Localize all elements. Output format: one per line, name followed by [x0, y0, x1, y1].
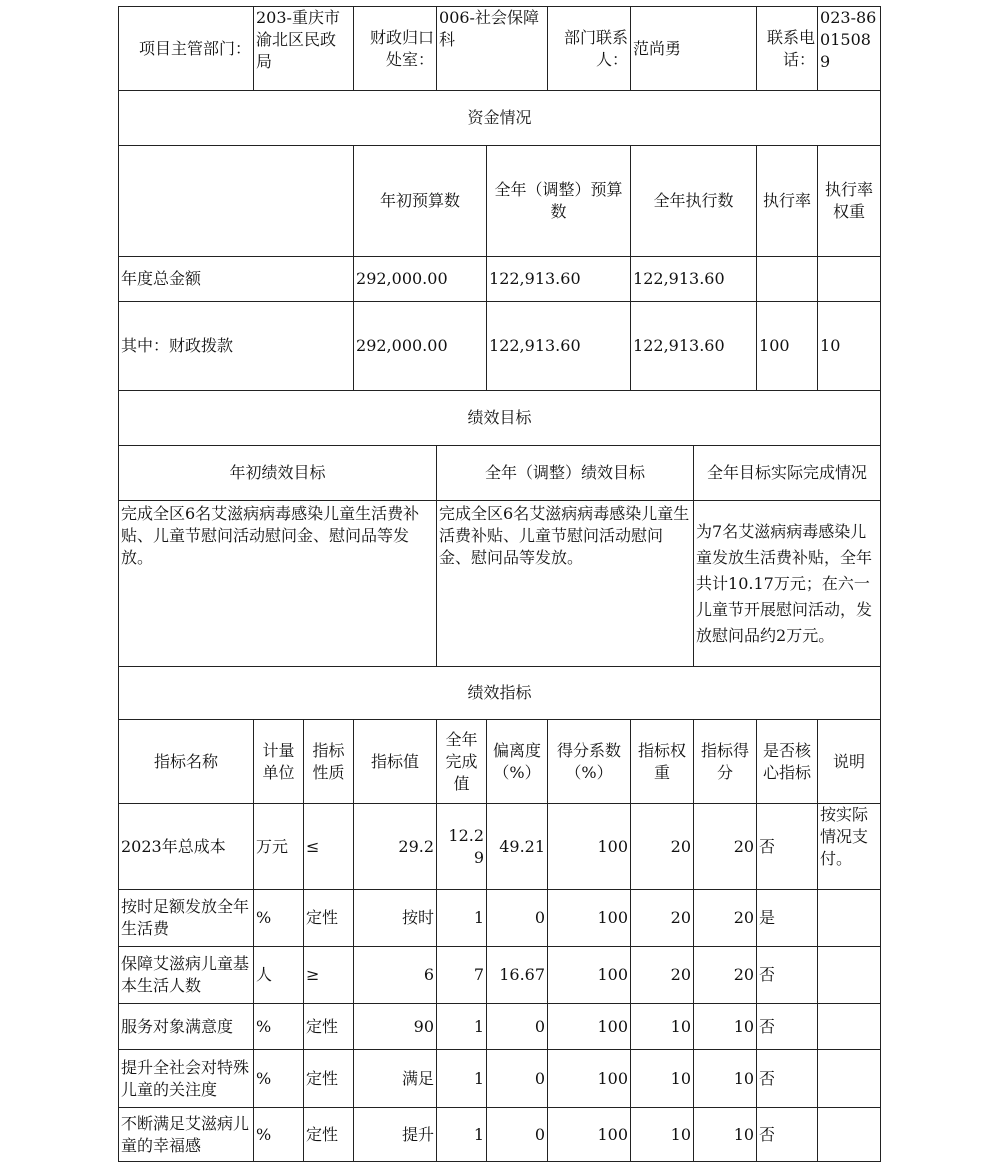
- funds-row-rate: 100: [757, 302, 818, 391]
- ind-weight: 20: [631, 890, 694, 947]
- funds-row-executed: 122,913.60: [631, 302, 757, 391]
- funds-header-adjusted: 全年（调整）预算数: [487, 146, 631, 257]
- ind-coef: 100: [548, 1108, 631, 1162]
- ind-name: 不断满足艾滋病儿童的幸福感: [119, 1108, 254, 1162]
- ind-done: 1: [437, 1004, 487, 1050]
- ind-name: 服务对象满意度: [119, 1004, 254, 1050]
- ind-note: [818, 1050, 881, 1108]
- funds-row-label: 年度总金额: [119, 257, 354, 302]
- funds-row-label: 其中：财政拨款: [119, 302, 354, 391]
- funds-row: [119, 302, 881, 391]
- ind-weight: 10: [631, 1050, 694, 1108]
- ind-done: 1: [437, 890, 487, 947]
- funds-header-budget: 年初预算数: [354, 146, 487, 257]
- ind-header-done: 全年完成值: [437, 720, 487, 804]
- ind-value: 按时: [354, 890, 437, 947]
- indicators-section-title: 绩效指标: [119, 667, 881, 720]
- ind-header-unit: 计量单位: [254, 720, 304, 804]
- funds-row-adjusted: 122,913.60: [487, 302, 631, 391]
- table-row: [119, 890, 881, 947]
- ind-core: 否: [757, 1108, 818, 1162]
- ind-header-weight: 指标权重: [631, 720, 694, 804]
- funds-header-rate: 执行率: [757, 146, 818, 257]
- ind-name: 2023年总成本: [119, 804, 254, 890]
- ind-score: 20: [694, 947, 757, 1004]
- funds-section-title: 资金情况: [119, 91, 881, 146]
- ind-note: 按实际情况支付。: [818, 804, 881, 890]
- funds-row-executed: 122,913.60: [631, 257, 757, 302]
- ind-nature: 定性: [304, 1108, 354, 1162]
- funds-row-weight: 10: [818, 302, 881, 391]
- finance-value: 006-社会保障科: [437, 7, 548, 91]
- ind-header-nature: 指标性质: [304, 720, 354, 804]
- goals-header-adjusted: 全年（调整）绩效目标: [437, 446, 694, 501]
- ind-header-coef: 得分系数（%）: [548, 720, 631, 804]
- ind-nature: 定性: [304, 1050, 354, 1108]
- funds-header-weight: 执行率权重: [818, 146, 881, 257]
- ind-score: 10: [694, 1108, 757, 1162]
- funds-row-adjusted: 122,913.60: [487, 257, 631, 302]
- ind-score: 20: [694, 890, 757, 947]
- ind-note: [818, 1004, 881, 1050]
- funds-row: [119, 257, 881, 302]
- table-row: [119, 1004, 881, 1050]
- goals-header-actual: 全年目标实际完成情况: [694, 446, 881, 501]
- ind-coef: 100: [548, 1050, 631, 1108]
- header-row: [119, 7, 881, 91]
- ind-dev: 49.21: [487, 804, 548, 890]
- ind-nature: ≥: [304, 947, 354, 1004]
- ind-dev: 0: [487, 1004, 548, 1050]
- ind-unit: %: [254, 890, 304, 947]
- funds-header-empty: [119, 146, 354, 257]
- ind-header-score: 指标得分: [694, 720, 757, 804]
- table-row: [119, 1108, 881, 1162]
- phone-value: 023-86015089: [818, 7, 881, 91]
- ind-done: 1: [437, 1050, 487, 1108]
- ind-core: 否: [757, 804, 818, 890]
- ind-done: 12.29: [437, 804, 487, 890]
- funds-row-budget: 292,000.00: [354, 302, 487, 391]
- ind-note: [818, 1108, 881, 1162]
- ind-done: 1: [437, 1108, 487, 1162]
- ind-nature: ≤: [304, 804, 354, 890]
- goal-adjusted-text: 完成全区6名艾滋病病毒感染儿童生活费补贴、儿童节慰问活动慰问金、慰问品等发放。: [437, 501, 694, 667]
- ind-header-value: 指标值: [354, 720, 437, 804]
- ind-core: 否: [757, 947, 818, 1004]
- ind-value: 29.2: [354, 804, 437, 890]
- ind-header-core: 是否核心指标: [757, 720, 818, 804]
- funds-row-weight: [818, 257, 881, 302]
- ind-done: 7: [437, 947, 487, 1004]
- ind-unit: 人: [254, 947, 304, 1004]
- funds-row-budget: 292,000.00: [354, 257, 487, 302]
- contact-label: 部门联系人：: [548, 7, 631, 91]
- ind-coef: 100: [548, 1004, 631, 1050]
- ind-core: 是: [757, 890, 818, 947]
- table-row: [119, 1050, 881, 1108]
- ind-dev: 0: [487, 1050, 548, 1108]
- ind-coef: 100: [548, 890, 631, 947]
- goal-actual-text: 为7名艾滋病病毒感染儿童发放生活费补贴，全年共计10.17万元；在六一儿童节开展慰问活动，发放慰问品约2万元。: [694, 501, 881, 667]
- ind-value: 满足: [354, 1050, 437, 1108]
- ind-value: 90: [354, 1004, 437, 1050]
- goals-row: [119, 501, 881, 667]
- finance-label: 财政归口处室：: [354, 7, 437, 91]
- ind-unit: %: [254, 1004, 304, 1050]
- ind-dev: 16.67: [487, 947, 548, 1004]
- ind-unit: %: [254, 1108, 304, 1162]
- goals-section-title: 绩效目标: [119, 391, 881, 446]
- table-row: [119, 804, 881, 890]
- table-row: [119, 947, 881, 1004]
- funds-header-executed: 全年执行数: [631, 146, 757, 257]
- ind-core: 否: [757, 1050, 818, 1108]
- ind-nature: 定性: [304, 1004, 354, 1050]
- ind-score: 10: [694, 1050, 757, 1108]
- ind-note: [818, 947, 881, 1004]
- funds-row-rate: [757, 257, 818, 302]
- ind-unit: 万元: [254, 804, 304, 890]
- contact-value: 范尚勇: [631, 7, 757, 91]
- ind-weight: 10: [631, 1004, 694, 1050]
- ind-value: 6: [354, 947, 437, 1004]
- ind-header-dev: 偏离度（%）: [487, 720, 548, 804]
- ind-coef: 100: [548, 947, 631, 1004]
- indicators-header-row: [119, 720, 881, 804]
- ind-unit: %: [254, 1050, 304, 1108]
- ind-core: 否: [757, 1004, 818, 1050]
- ind-dev: 0: [487, 1108, 548, 1162]
- goals-header-row: [119, 446, 881, 501]
- ind-weight: 20: [631, 804, 694, 890]
- dept-value: 203-重庆市渝北区民政局: [254, 7, 354, 91]
- funds-header-row: [119, 146, 881, 257]
- ind-name: 提升全社会对特殊儿童的关注度: [119, 1050, 254, 1108]
- ind-weight: 20: [631, 947, 694, 1004]
- ind-name: 保障艾滋病儿童基本生活人数: [119, 947, 254, 1004]
- ind-weight: 10: [631, 1108, 694, 1162]
- ind-value: 提升: [354, 1108, 437, 1162]
- ind-score: 20: [694, 804, 757, 890]
- goal-initial-text: 完成全区6名艾滋病病毒感染儿童生活费补贴、儿童节慰问活动慰问金、慰问品等发放。: [119, 501, 437, 667]
- ind-coef: 100: [548, 804, 631, 890]
- ind-nature: 定性: [304, 890, 354, 947]
- ind-score: 10: [694, 1004, 757, 1050]
- ind-dev: 0: [487, 890, 548, 947]
- dept-label: 项目主管部门：: [119, 7, 254, 91]
- performance-table: [118, 6, 881, 1162]
- ind-header-name: 指标名称: [119, 720, 254, 804]
- ind-note: [818, 890, 881, 947]
- ind-name: 按时足额发放全年生活费: [119, 890, 254, 947]
- ind-header-note: 说明: [818, 720, 881, 804]
- goals-header-initial: 年初绩效目标: [119, 446, 437, 501]
- phone-label: 联系电话：: [757, 7, 818, 91]
